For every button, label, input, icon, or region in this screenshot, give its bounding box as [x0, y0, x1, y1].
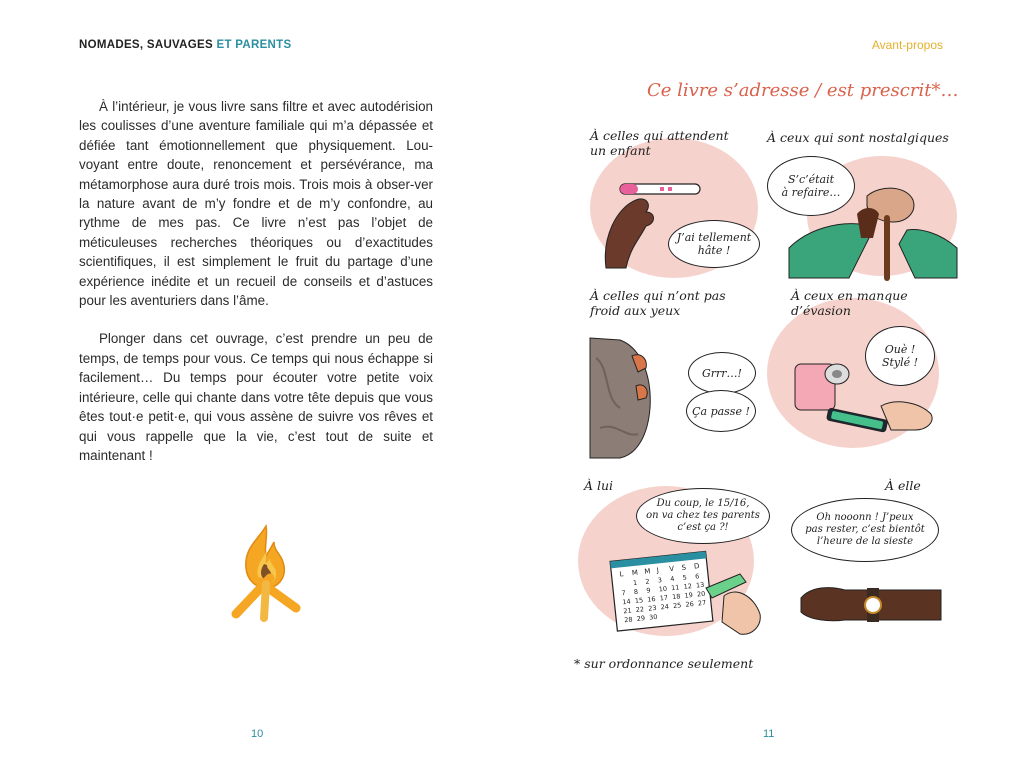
calendar-date: 29 — [636, 614, 646, 623]
running-head-main: NOMADES, SAUVAGES — [79, 39, 217, 51]
calendar-date: 14 — [622, 597, 632, 607]
panel-her — [767, 478, 957, 648]
calendar-date: 11 — [670, 583, 680, 593]
speech-bubble: S’c’était à refaire… — [767, 156, 855, 216]
calendar-date: 24 — [660, 602, 670, 612]
running-head-book-title — [79, 39, 291, 51]
speech-bubble: Oh nooonn ! J’peux pas rester, c’est bientôt l’heure de la sieste — [791, 498, 939, 562]
calendar-date: 9 — [645, 586, 651, 595]
calendar-date: 30 — [648, 612, 658, 622]
calendar-date: 2 — [645, 577, 650, 586]
panel-escape — [767, 288, 957, 458]
campfire-icon — [230, 522, 302, 622]
calendar-date: 3 — [657, 576, 663, 585]
calendar-day-label: M — [643, 567, 651, 576]
panel-caption: À celles qui n’ont pas froid aux yeux — [590, 288, 726, 318]
calendar-date: 28 — [623, 615, 633, 625]
paragraph: À l’intérieur, je vous livre sans filtre et avec autodérision les coulisses d’une aventure familiale qui m’a dépassée et défiée tant émotionnellement que physiquement. Lou-voyant entre doute, renoncement et persévérance, ma métamorphose aura duré trois mois. Trois mois à obser-ver la nature avant de m’y fondre et de m’y confondre, au rythme de mes pas. Ce livre n’est pas l’objet de méticuleuses recherches théoriques ou d’exactitudes scientifiques, il est simplement le fruit du partage d’une expérience inédite et un recueil de conseils et d’astuces pour les aventuriers dans l’âme. — [79, 99, 433, 309]
calendar-date: 26 — [685, 599, 695, 609]
page-number: 10 — [251, 728, 264, 740]
calendar-date: 10 — [658, 584, 668, 594]
calendar-date: 22 — [635, 605, 645, 615]
panel-caption: À elle — [885, 478, 921, 493]
page-number: 11 — [763, 728, 775, 740]
calendar-day-label: D — [693, 562, 700, 571]
toilet-paper-phone-icon — [795, 360, 941, 452]
speech-bubble: Grrr…! — [688, 352, 756, 394]
calendar-date: 4 — [669, 574, 675, 584]
calendar-date: 8 — [633, 587, 639, 597]
body-text — [79, 97, 433, 484]
calendar-day-label: J — [656, 566, 660, 575]
wrist-watch-icon — [801, 578, 941, 628]
panel-caption: À celles qui attendent un enfant — [590, 128, 729, 158]
elderly-hands-cane-icon — [789, 178, 957, 278]
calendar-day-label: S — [681, 563, 687, 572]
speech-bubble: Ouè ! Stylé ! — [865, 326, 935, 386]
calendar-day-label: V — [668, 564, 675, 574]
right-page — [512, 0, 1024, 768]
speech-bubble: Du coup, le 15/16, on va chez tes parents c’est ça ?! — [636, 488, 770, 544]
panel-caption: À lui — [584, 478, 614, 493]
calendar-date: 23 — [647, 603, 657, 613]
panel-caption: À ceux en manque d’évasion — [791, 288, 908, 318]
calendar-date: 19 — [684, 591, 694, 600]
calendar-date: 20 — [696, 589, 706, 599]
running-head-section: Avant-propos — [871, 38, 943, 52]
calendar-date: 18 — [671, 592, 681, 602]
calendar-date: 7 — [621, 589, 627, 598]
paragraph: Plonger dans cet ouvrage, c’est prendre un peu de temps, de temps pour vous. Ce temps qui nous échappe si facilement… Du temps pour écouter votre petite voix intérieure, celle qui chante dans votre tête depuis que vous êtes tout·e petit·e, qui vous assène de suivre vos rêves et qui vous rappelle que la vie, c’est tout de suite et maintenant ! — [79, 331, 433, 463]
footnote: * sur ordonnance seulement — [574, 656, 754, 671]
running-head-accent: ET PARENTS — [216, 39, 292, 51]
calendar-date: 17 — [659, 593, 669, 603]
calendar-date: 12 — [683, 582, 693, 591]
calendar-date: 15 — [634, 596, 644, 606]
panel-nostalgic — [767, 130, 957, 300]
comic-title: Ce livre s’adresse / est prescrit*… — [647, 80, 959, 101]
calendar-date: 27 — [697, 598, 707, 608]
calendar-date: 6 — [694, 572, 700, 581]
panel-caption: À ceux qui sont nostalgiques — [767, 130, 949, 145]
panel-him — [574, 478, 764, 648]
calendar-date: 5 — [682, 573, 688, 582]
calendar-date: 16 — [646, 594, 656, 604]
calendar-day-label: M — [631, 568, 639, 578]
calendar-date: 1 — [632, 578, 638, 588]
speech-bubble: J’ai tellement hâte ! — [668, 220, 760, 268]
calendar-date: 13 — [695, 580, 705, 590]
speech-bubble: Ça passe ! — [686, 390, 756, 432]
calendar-day-label: L — [619, 570, 624, 579]
calendar-date: 21 — [622, 606, 633, 616]
rock-climbing-hand-icon — [590, 338, 654, 458]
panel-fearless — [590, 288, 780, 458]
calendar-icon — [614, 556, 764, 640]
calendar-date: 25 — [672, 601, 682, 611]
panel-expecting-mothers — [590, 128, 780, 298]
